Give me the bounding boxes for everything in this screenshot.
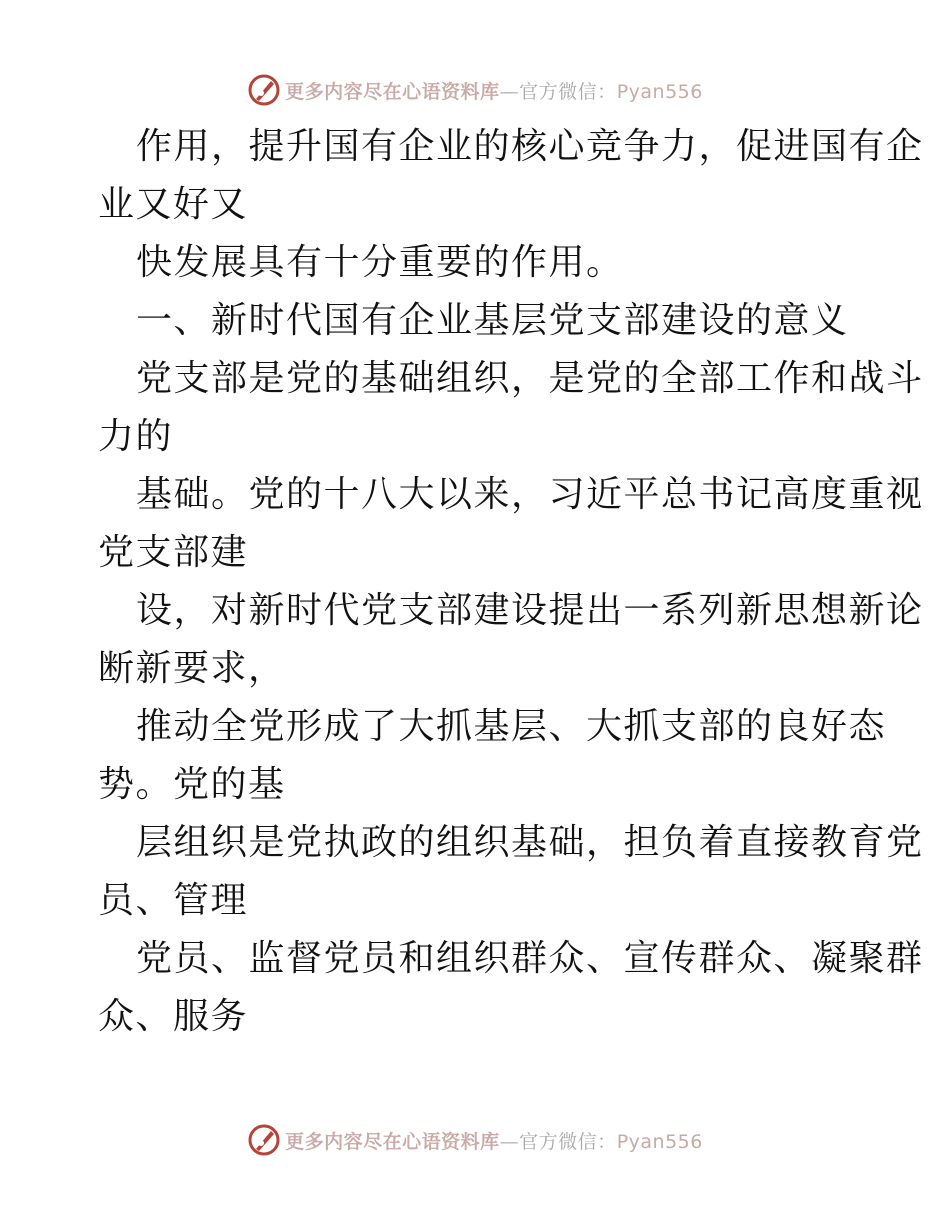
watermark-brand: 更多内容尽在心语资料库 (285, 80, 500, 103)
document-body (98, 118, 924, 1046)
watermark-brand: 更多内容尽在心语资料库 (285, 1130, 500, 1153)
section-heading: 一、新时代国有企业基层党支部建设的意义 (136, 300, 849, 341)
body-line: 快发展具有十分重要的作用。 (136, 242, 624, 283)
body-line: 推动全党形成了大抓基层、大抓支部的良好态 (136, 706, 887, 747)
watermark-dash: — (499, 80, 520, 103)
body-line: 势。党的基 (98, 764, 286, 805)
watermark-wechat-id: Pyan556 (616, 1130, 703, 1153)
watermark-label: 官方微信： (519, 80, 617, 103)
watermark-dash: — (499, 1130, 520, 1153)
quill-seal-icon (247, 73, 281, 107)
body-line: 断新要求， (98, 648, 286, 689)
body-line: 众、服务 (98, 996, 249, 1037)
body-line: 业又好又 (98, 184, 249, 225)
body-line: 党员、监督党员和组织群众、宣传群众、凝聚群 (136, 938, 924, 979)
body-line: 党支部建 (98, 532, 249, 573)
body-line: 基础。党的十八大以来，习近平总书记高度重视 (136, 474, 924, 515)
body-line: 党支部是党的基础组织，是党的全部工作和战斗 (136, 358, 924, 399)
quill-seal-icon (247, 1123, 281, 1157)
body-line: 设，对新时代党支部建设提出一系列新思想新论 (136, 590, 924, 631)
footer-watermark (0, 1120, 950, 1160)
body-line: 员、管理 (98, 880, 249, 921)
watermark-wechat-id: Pyan556 (616, 80, 703, 103)
watermark-label: 官方微信： (519, 1130, 617, 1153)
body-line: 力的 (98, 416, 174, 457)
body-line: 作用，提升国有企业的核心竞争力，促进国有企 (136, 126, 924, 167)
body-line: 层组织是党执政的组织基础，担负着直接教育党 (136, 822, 924, 863)
header-watermark (0, 70, 950, 110)
